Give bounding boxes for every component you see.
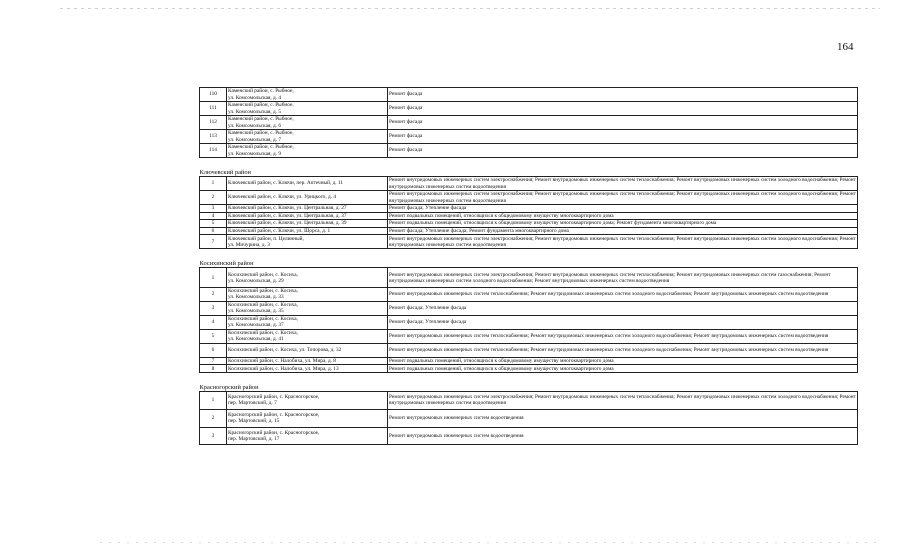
- table-row: [200, 357, 858, 365]
- table-row: [200, 116, 858, 130]
- row-work-type: Ремонт внутридомовых инженерных систем электроснабжения; Ремонт внутридомовых инженерных систем теплоснабжения; Ремонт внутридомовых инженерных систем холодного водоснабжения; Ремонт внутридомовых инженерных систем водоотведения: [388, 392, 858, 410]
- row-work-type: Ремонт фасада; Утепление фасада: [388, 315, 858, 329]
- table-row: [200, 212, 858, 220]
- row-number: 7: [200, 235, 227, 249]
- row-address: Ключевский район, с. Ключи, пер. Аптечный, д. 11: [227, 177, 388, 191]
- row-address: Косихинский район, с. Налобиха, ул. Мира, д. 13: [227, 365, 388, 373]
- row-address: Красногорский район, с. Красногорское, пер. Мартовский, д. 7: [227, 392, 388, 410]
- row-address: Косихинский район, с. Налобиха, ул. Мира, д. 8: [227, 357, 388, 365]
- district-heading-row: [200, 259, 858, 268]
- row-work-type: Ремонт фасада: [388, 144, 858, 158]
- row-number: 7: [200, 357, 227, 365]
- row-number: 2: [200, 287, 227, 301]
- table-row: [200, 301, 858, 315]
- row-work-type: Ремонт внутридомовых инженерных систем водоотведения: [388, 409, 858, 427]
- row-address: Ключевский район, п. Целинный, ул. Мичурина, д. 3: [227, 235, 388, 249]
- row-number: 2: [200, 191, 227, 205]
- row-number: 5: [200, 220, 227, 228]
- table-row: [200, 427, 858, 445]
- row-work-type: Ремонт внутридомовых инженерных систем водоотведения: [388, 427, 858, 445]
- row-address: Каменский район, с. Рыбное, ул. Комсомольская, д. 7: [227, 130, 388, 144]
- table-row: [200, 144, 858, 158]
- row-number: 2: [200, 409, 227, 427]
- row-number: 8: [200, 365, 227, 373]
- row-number: 3: [200, 427, 227, 445]
- row-work-type: Ремонт внутридомовых инженерных систем электроснабжения; Ремонт внутридомовых инженерных систем теплоснабжения; Ремонт внутридомовых инженерных систем газоснабжения; Ремонт внутридомовых инженерных систем холодного водоснабжения; Ремонт внутридомовых инженерных систем водоотведения: [388, 268, 858, 288]
- row-number: 6: [200, 227, 227, 235]
- row-number: 5: [200, 329, 227, 343]
- row-address: Каменский район, с. Рыбное, ул. Комсомольская, д. 6: [227, 116, 388, 130]
- table-row: [200, 102, 858, 116]
- table-row: [200, 392, 858, 410]
- row-work-type: Ремонт подвальных помещений, относящихся к общедомовому имуществу многоквартирного дома: [388, 212, 858, 220]
- table-row: [200, 220, 858, 228]
- table-row: [200, 130, 858, 144]
- table-row: [200, 287, 858, 301]
- table-row: [200, 177, 858, 191]
- row-work-type: Ремонт внутридомовых инженерных систем электроснабжения; Ремонт внутридомовых инженерных систем теплоснабжения; Ремонт внутридомовых инженерных систем холодного водоснабжения; Ремонт внутридомовых инженерных систем водоотведения: [389, 235, 856, 248]
- row-work-type: Ремонт фасада: [388, 88, 858, 102]
- table-row: [200, 343, 858, 357]
- district-spacer: [200, 373, 858, 384]
- row-number: 111: [200, 102, 227, 116]
- district-spacer: [200, 158, 858, 169]
- table-row: [200, 227, 858, 235]
- row-work-type: Ремонт фасада; Утепление фасада: [388, 301, 858, 315]
- row-number: 1: [200, 268, 227, 288]
- row-address: Ключевский район, с. Ключи, ул. Урицкого, д. 4: [227, 191, 388, 205]
- row-work-type: Ремонт внутридомовых инженерных систем электроснабжения; Ремонт внутридомовых инженерных систем теплоснабжения; Ремонт внутридомовых инженерных систем холодного водоснабжения; Ремонт внутридомовых инженерных систем водоотведения: [389, 191, 856, 204]
- row-work-type: Ремонт внутридомовых инженерных систем электроснабжения; Ремонт внутридомовых инженерных систем теплоснабжения; Ремонт внутридомовых инженерных систем холодного водоснабжения; Ремонт внутридомовых инженерных систем водоотведения: [389, 177, 856, 190]
- row-work-type: Ремонт внутридомовых инженерных систем теплоснабжения; Ремонт внутридомовых инженерных систем холодного водоснабжения; Ремонт внутридомовых инженерных систем водоотведения: [388, 343, 858, 357]
- row-address: Ключевский район, с. Ключи, ул. Центральная, д. 39: [227, 220, 388, 228]
- table-row: [200, 191, 858, 205]
- row-address: Красногорский район, с. Красногорское, пер. Мартовский, д. 15: [227, 409, 388, 427]
- district-heading: Красногорский район: [200, 383, 858, 392]
- row-address: Ключевский район, с. Ключи, ул. Щорса, д. 1: [227, 227, 388, 235]
- row-work-type: Ремонт подвальных помещений, относящихся к общедомовому имуществу многоквартирного дома; Ремонт фундамента многоквартирного дома: [388, 220, 858, 228]
- row-work-type: Ремонт подвальных помещений, относящихся к общедомовому имуществу многоквартирного дома: [388, 357, 858, 365]
- works-table-body: [200, 88, 858, 445]
- table-row: [200, 409, 858, 427]
- page-number: 164: [837, 41, 854, 53]
- row-address: Косихинский район, с. Косиха, ул. Комсомольская, д. 37: [227, 315, 388, 329]
- table-row: [200, 329, 858, 343]
- row-address: Косихинский район, с. Косиха, ул. Комсомольская, д. 41: [227, 329, 388, 343]
- row-address: Косихинский район, с. Косиха, ул. Топорова, д. 32: [227, 343, 388, 357]
- row-number: 3: [200, 205, 227, 213]
- row-work-type: Ремонт фасада: [388, 130, 858, 144]
- row-number: 4: [200, 212, 227, 220]
- row-work-type: Ремонт внутридомовых инженерных систем теплоснабжения; Ремонт внутридомовых инженерных систем холодного водоснабжения; Ремонт внутридомовых инженерных систем водоотведения: [388, 329, 858, 343]
- row-work-type: Ремонт внутридомовых инженерных систем теплоснабжения; Ремонт внутридомовых инженерных систем холодного водоснабжения; Ремонт внутридомовых инженерных систем водоотведения: [388, 287, 858, 301]
- row-address: Ключевский район, с. Ключи, ул. Центральная, д. 27: [227, 205, 388, 213]
- scan-artifact-top: [60, 8, 880, 9]
- row-work-type: Ремонт подвальных помещений, относящихся к общедомовому имуществу многоквартирного дома: [388, 365, 858, 373]
- row-address: Каменский район, с. Рыбное, ул. Комсомольская, д. 5: [227, 102, 388, 116]
- district-heading: Ключевский район: [200, 168, 858, 177]
- row-address: Каменский район, с. Рыбное, ул. Комсомольская, д. 4: [227, 88, 388, 102]
- scan-artifact-bottom: [100, 542, 880, 543]
- row-number: 112: [200, 116, 227, 130]
- row-number: 110: [200, 88, 227, 102]
- row-address: Косихинский район, с. Косиха, ул. Комсомольская, д. 35: [227, 301, 388, 315]
- row-number: 113: [200, 130, 227, 144]
- table-row: [200, 365, 858, 373]
- row-number: 4: [200, 315, 227, 329]
- works-table: [199, 87, 858, 445]
- table-row: [200, 315, 858, 329]
- district-heading: Косихинский район: [200, 259, 858, 268]
- table-row: [200, 235, 858, 249]
- row-address: Ключевский район, с. Ключи, ул. Центральная, д. 37: [227, 212, 388, 220]
- table-row: [200, 268, 858, 288]
- row-address: Косихинский район, с. Косиха, ул. Комсомольская, д. 33: [227, 287, 388, 301]
- district-heading-row: [200, 383, 858, 392]
- row-address: Красногорский район, с. Красногорское, пер. Мартовский, д. 17: [227, 427, 388, 445]
- row-number: 3: [200, 301, 227, 315]
- row-work-type: Ремонт фасада: [388, 116, 858, 130]
- row-work-type: Ремонт фасада: [388, 102, 858, 116]
- row-work-type: Ремонт фасада; Утепление фасада: [388, 205, 858, 213]
- row-number: 6: [200, 343, 227, 357]
- table-row: [200, 88, 858, 102]
- row-work-type: Ремонт фасада; Утепление фасада; Ремонт фундамента многоквартирного дома: [388, 227, 858, 235]
- district-spacer: [200, 249, 858, 260]
- row-address: Косихинский район, с. Косиха, ул. Комсомольская, д. 29: [227, 268, 388, 288]
- row-number: 1: [200, 392, 227, 410]
- district-heading-row: [200, 168, 858, 177]
- row-number: 1: [200, 177, 227, 191]
- row-number: 114: [200, 144, 227, 158]
- row-address: Каменский район, с. Рыбное, ул. Комсомольская, д. 9: [227, 144, 388, 158]
- table-row: [200, 205, 858, 213]
